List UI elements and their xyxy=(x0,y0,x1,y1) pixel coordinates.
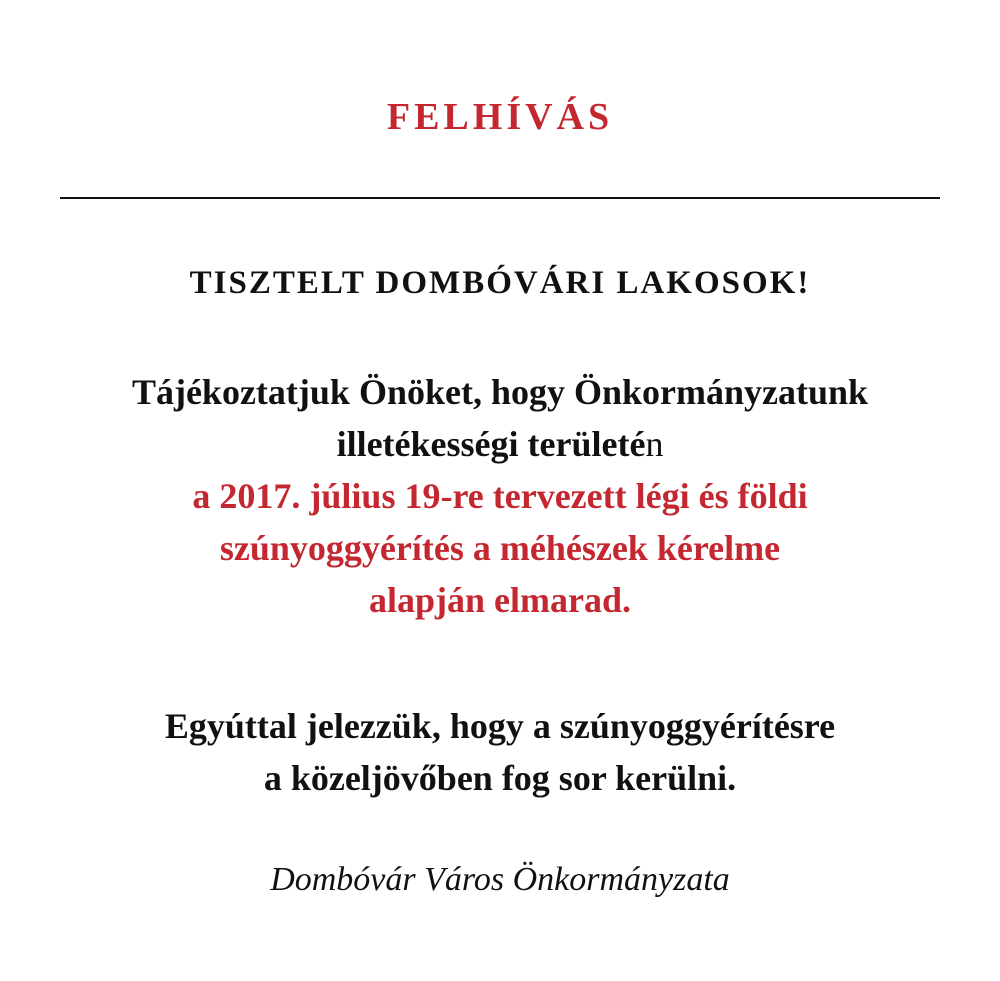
notice-line-2-bold: illetékességi területé xyxy=(336,424,646,464)
highlight-line-1: a 2017. július 19-re tervezett légi és földi xyxy=(192,476,808,516)
greeting-heading: TISZTELT DOMBÓVÁRI LAKOSOK! xyxy=(189,265,811,301)
page-title: FELHÍVÁS xyxy=(386,96,614,138)
highlight-line-2: szúnyoggyérítés a méhészek kérelme xyxy=(219,528,781,568)
notice-line-1: Tájékoztatjuk Önöket, hogy Önkormányzatunk xyxy=(131,372,869,412)
notice-paragraph xyxy=(0,366,1000,626)
signature: Dombóvár Város Önkormányzata xyxy=(270,861,730,898)
highlight-line-3: alapján elmarad. xyxy=(368,580,631,620)
followup-paragraph xyxy=(0,700,1000,804)
notice-line-2 xyxy=(0,418,1000,470)
followup-line-2: a közeljövőben fog sor kerülni. xyxy=(263,758,737,798)
notice-line-2-tail: n xyxy=(645,424,664,464)
followup-line-1: Egyúttal jelezzük, hogy a szúnyoggyérítésre xyxy=(164,706,836,746)
divider-line xyxy=(60,197,940,199)
